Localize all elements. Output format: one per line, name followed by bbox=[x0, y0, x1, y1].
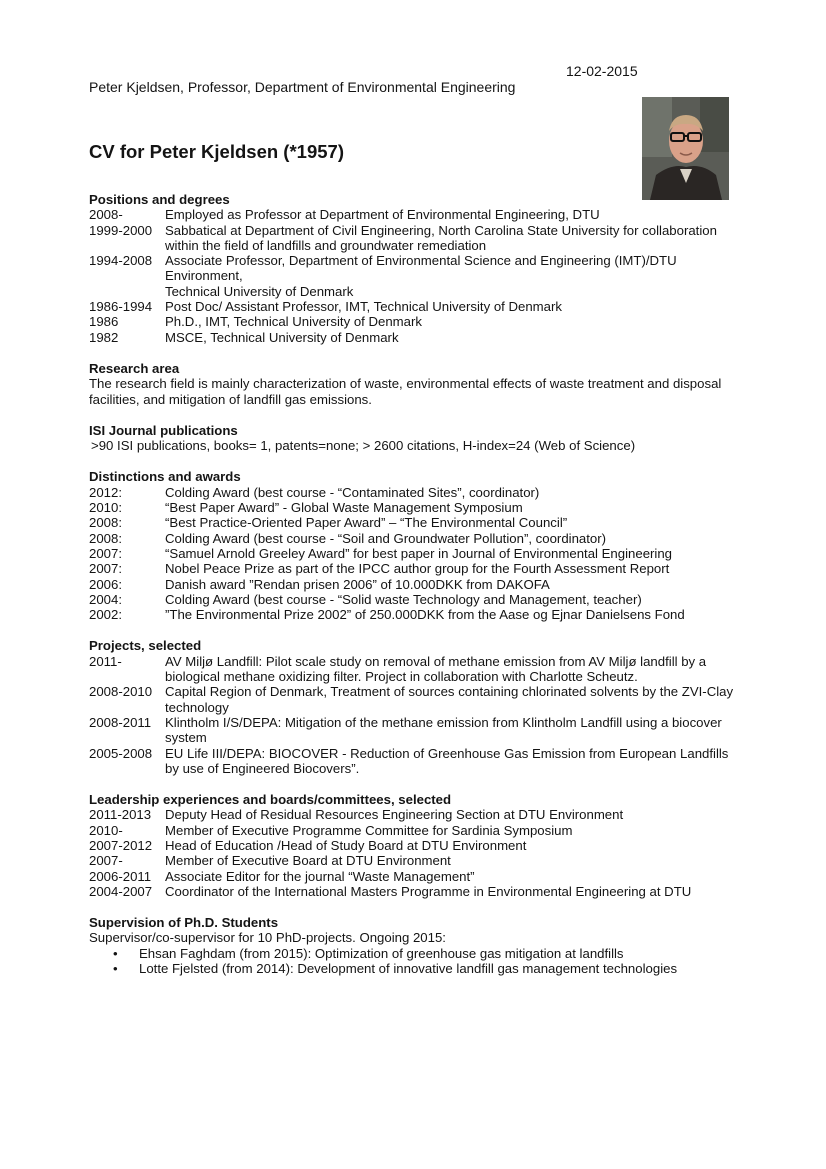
leadership-text: Coordinator of the International Masters Programme in Environmental Engineering at DTU bbox=[165, 883, 692, 899]
leadership-row bbox=[89, 823, 739, 838]
research-section bbox=[89, 361, 739, 407]
bullet-icon: • bbox=[113, 961, 118, 977]
award-row bbox=[89, 561, 739, 576]
leadership-row bbox=[89, 853, 739, 868]
award-text: ”The Environmental Prize 2002” of 250.000DKK from the Aase og Ejnar Danielsens Fond bbox=[165, 607, 685, 623]
bullet-icon: • bbox=[113, 945, 118, 961]
award-text: Colding Award (best course - “Solid waste Technology and Management, teacher) bbox=[165, 591, 642, 607]
projects-section bbox=[89, 638, 739, 776]
award-year: 2007: bbox=[89, 545, 123, 561]
position-row bbox=[89, 253, 739, 284]
position-text: Post Doc/ Assistant Professor, IMT, Technical University of Denmark bbox=[165, 299, 562, 315]
award-row bbox=[89, 546, 739, 561]
position-year bbox=[89, 284, 165, 299]
isi-section bbox=[89, 423, 739, 454]
award-year: 2010: bbox=[89, 500, 123, 516]
research-heading: Research area bbox=[89, 360, 180, 376]
position-row bbox=[89, 299, 739, 314]
supervision-section bbox=[89, 915, 739, 976]
position-year: 2008- bbox=[89, 207, 123, 223]
page-title: CV for Peter Kjeldsen (*1957) bbox=[89, 141, 344, 162]
project-row bbox=[89, 684, 739, 715]
project-year: 2008-2010 bbox=[89, 684, 153, 700]
award-text: Colding Award (best course - “Contaminated Sites”, coordinator) bbox=[165, 484, 540, 500]
student-list bbox=[89, 946, 739, 977]
project-text: Capital Region of Denmark, Treatment of sources containing chlorinated solvents by the ZVI-Clay technology bbox=[165, 684, 734, 715]
leadership-year: 2011-2013 bbox=[89, 807, 152, 823]
leadership-heading: Leadership experiences and boards/committees, selected bbox=[89, 792, 452, 808]
award-row bbox=[89, 531, 739, 546]
award-text: Danish award ”Rendan prisen 2006” of 10.000DKK from DAKOFA bbox=[165, 576, 550, 592]
isi-heading: ISI Journal publications bbox=[89, 422, 238, 438]
award-text: Nobel Peace Prize as part of the IPCC author group for the Fourth Assessment Report bbox=[165, 561, 670, 577]
isi-text: >90 ISI publications, books= 1, patents=none; > 2600 citations, H-index=24 (Web of Science) bbox=[91, 438, 636, 454]
award-year: 2012: bbox=[89, 484, 123, 500]
supervision-text: Supervisor/co-supervisor for 10 PhD-projects. Ongoing 2015: bbox=[89, 930, 446, 946]
distinctions-section bbox=[89, 469, 739, 622]
leadership-year: 2010- bbox=[89, 822, 123, 838]
projects-heading: Projects, selected bbox=[89, 638, 202, 654]
list-item bbox=[89, 946, 739, 961]
award-year: 2004: bbox=[89, 591, 123, 607]
position-row bbox=[89, 207, 739, 222]
cv-content bbox=[89, 192, 739, 992]
leadership-year: 2006-2011 bbox=[89, 868, 152, 884]
award-row bbox=[89, 485, 739, 500]
award-row bbox=[89, 577, 739, 592]
position-row bbox=[89, 330, 739, 345]
award-year: 2002: bbox=[89, 607, 123, 623]
list-item bbox=[89, 961, 739, 976]
position-year: 1999-2000 bbox=[89, 222, 153, 238]
project-row bbox=[89, 746, 739, 777]
position-text: Sabbatical at Department of Civil Engineering, North Carolina State University for collaboration within the field of landfills and groundwater remediation bbox=[165, 222, 717, 253]
position-text: Technical University of Denmark bbox=[165, 283, 354, 299]
leadership-row bbox=[89, 838, 739, 853]
project-row bbox=[89, 654, 739, 685]
position-year: 1994-2008 bbox=[89, 253, 153, 269]
position-text: Ph.D., IMT, Technical University of Denmark bbox=[165, 314, 422, 330]
position-text: Employed as Professor at Department of Environmental Engineering, DTU bbox=[165, 207, 600, 223]
position-year: 1986 bbox=[89, 314, 119, 330]
award-row bbox=[89, 607, 739, 622]
award-row bbox=[89, 515, 739, 530]
leadership-text: Deputy Head of Residual Resources Engineering Section at DTU Environment bbox=[165, 807, 624, 823]
award-year: 2007: bbox=[89, 561, 123, 577]
leadership-text: Head of Education /Head of Study Board at DTU Environment bbox=[165, 837, 527, 853]
leadership-year: 2007- bbox=[89, 853, 123, 869]
positions-heading: Positions and degrees bbox=[89, 192, 230, 207]
portrait-photo bbox=[642, 97, 729, 200]
leadership-text: Member of Executive Board at DTU Environment bbox=[165, 853, 451, 869]
project-row bbox=[89, 715, 739, 746]
leadership-section bbox=[89, 792, 739, 899]
position-text: MSCE, Technical University of Denmark bbox=[165, 329, 399, 345]
position-year: 1982 bbox=[89, 329, 119, 345]
leadership-row bbox=[89, 884, 739, 899]
award-text: Colding Award (best course - “Soil and Groundwater Pollution”, coordinator) bbox=[165, 530, 607, 546]
student-text: Ehsan Faghdam (from 2015): Optimization of greenhouse gas mitigation at landfills bbox=[139, 945, 624, 961]
positions-section bbox=[89, 192, 739, 345]
leadership-year: 2007-2012 bbox=[89, 837, 153, 853]
document-date: 12-02-2015 bbox=[566, 63, 638, 79]
research-text: The research field is mainly characterization of waste, environmental effects of waste treatment and disposal facilities, and mitigation of landfill gas emissions. bbox=[89, 376, 722, 407]
position-year: 1986-1994 bbox=[89, 299, 153, 315]
award-year: 2008: bbox=[89, 530, 123, 546]
leadership-row bbox=[89, 869, 739, 884]
award-text: “Best Practice-Oriented Paper Award” – “The Environmental Council” bbox=[165, 515, 568, 531]
project-text: AV Miljø Landfill: Pilot scale study on removal of methane emission from AV Miljø landfill by a biological methane oxidizing filter. Project in collaboration with Charlotte Scheutz. bbox=[165, 653, 707, 685]
project-text: EU Life III/DEPA: BIOCOVER - Reduction of Greenhouse Gas Emission from European Landfills by use of Engineered Biocovers”. bbox=[165, 745, 729, 776]
position-text: Associate Professor, Department of Environmental Science and Engineering (IMT)/DTU Environment, bbox=[165, 253, 677, 284]
award-text: “Samuel Arnold Greeley Award” for best paper in Journal of Environmental Engineering bbox=[165, 545, 673, 561]
project-year: 2005-2008 bbox=[89, 745, 153, 761]
project-year: 2011- bbox=[89, 653, 122, 669]
award-row bbox=[89, 500, 739, 515]
position-row bbox=[89, 223, 739, 254]
leadership-row bbox=[89, 807, 739, 822]
header-affiliation: Peter Kjeldsen, Professor, Department of Environmental Engineering bbox=[89, 79, 516, 95]
position-row bbox=[89, 314, 739, 329]
leadership-text: Associate Editor for the journal “Waste Management” bbox=[165, 868, 475, 884]
project-text: Klintholm I/S/DEPA: Mitigation of the methane emission from Klintholm Landfill using a biocover system bbox=[165, 714, 722, 746]
leadership-year: 2004-2007 bbox=[89, 883, 153, 899]
project-year: 2008-2011 bbox=[89, 714, 152, 730]
supervision-heading: Supervision of Ph.D. Students bbox=[89, 915, 279, 931]
student-text: Lotte Fjelsted (from 2014): Development of innovative landfill gas management technologies bbox=[139, 961, 678, 977]
award-text: “Best Paper Award” - Global Waste Management Symposium bbox=[165, 500, 523, 516]
award-year: 2008: bbox=[89, 515, 123, 531]
award-year: 2006: bbox=[89, 576, 123, 592]
distinctions-heading: Distinctions and awards bbox=[89, 469, 241, 485]
position-row bbox=[89, 284, 739, 299]
award-row bbox=[89, 592, 739, 607]
leadership-text: Member of Executive Programme Committee for Sardinia Symposium bbox=[165, 822, 573, 838]
